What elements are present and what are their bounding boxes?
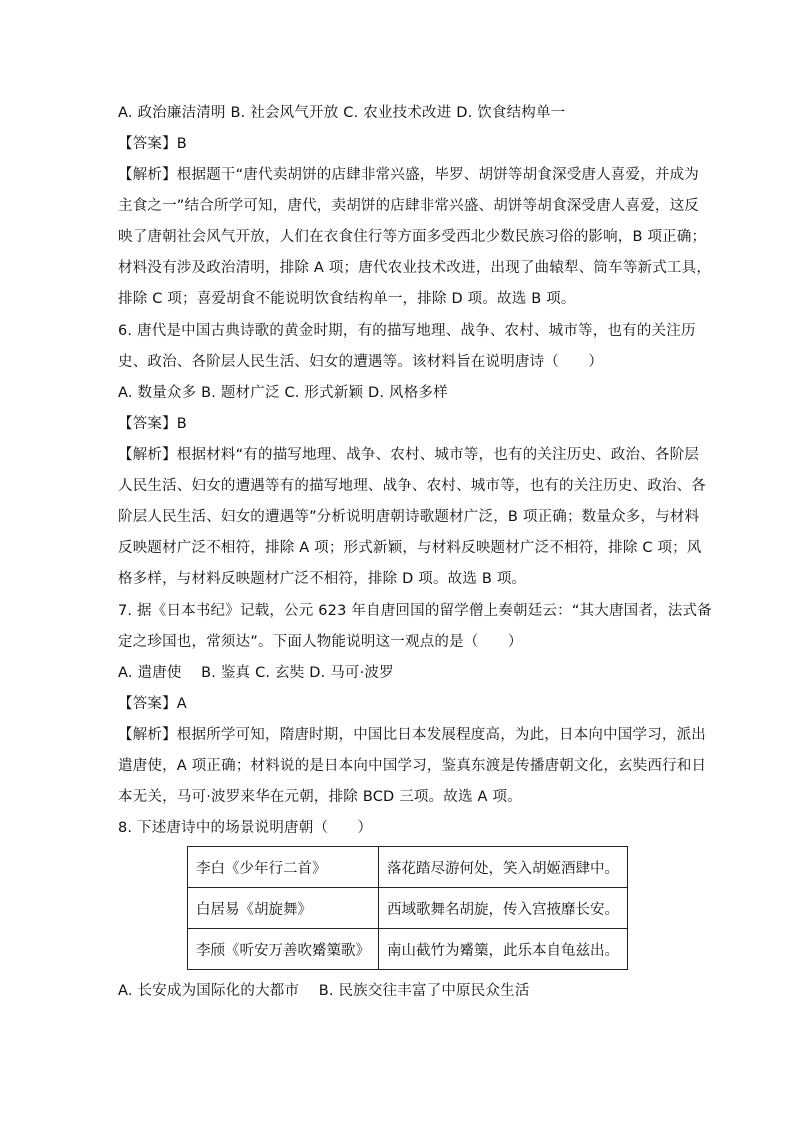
q5-analysis-line: 映了唐朝社会风气开放，人们在衣食住行等方面多受西北少数民族习俗的影响，B 项正确； <box>118 229 707 245</box>
q6-stem-line: 6. 唐代是中国古典诗歌的黄金时期，有的描写地理、战争、农村、城市等，也有的关注历 <box>118 323 696 339</box>
poems-table <box>187 846 628 970</box>
q5-options: A. 政治廉洁清明 B. 社会风气开放 C. 农业技术改进 D. 饮食结构单一 <box>118 105 566 121</box>
poem-verse-cell: 南山截竹为觱篥，此乐本自龟兹出。 <box>379 929 628 970</box>
q6-analysis-line: 阶层人民生活、妇女的遭遇等”分析说明唐朝诗歌题材广泛，B 项正确；数量众多，与材料 <box>118 509 700 525</box>
q5-answer: 【答案】B <box>118 136 187 152</box>
q8-options: A. 长安成为国际化的大都市 B. 民族交往丰富了中原民众生活 <box>118 983 530 999</box>
q8-stem: 8. 下述唐诗中的场景说明唐朝（ ） <box>118 820 373 836</box>
poem-title-cell: 李颀《听安万善吹觱篥歌》 <box>188 929 379 970</box>
q5-analysis-line: 排除 C 项；喜爱胡食不能说明饮食结构单一，排除 D 项。故选 B 项。 <box>118 291 576 307</box>
q6-analysis-line: 【解析】根据材料“有的描写地理、战争、农村、城市等，也有的关注历史、政治、各阶层 <box>118 447 700 463</box>
q7-analysis-line: 遣唐使，A 项正确；材料说的是日本向中国学习，鉴真东渡是传播唐朝文化，玄奘西行和日 <box>118 758 707 774</box>
table-row <box>188 888 628 929</box>
table-row <box>188 929 628 970</box>
q7-analysis-line: 本无关，马可·波罗来华在元朝，排除 BCD 三项。故选 A 项。 <box>118 789 522 805</box>
q6-options: A. 数量众多 B. 题材广泛 C. 形式新颖 D. 风格多样 <box>118 385 448 401</box>
q7-answer: 【答案】A <box>118 696 187 712</box>
poem-verse-cell: 西域歌舞名胡旋，传入宫掖靡长安。 <box>379 888 628 929</box>
q7-stem-line: 7. 据《日本书纪》记载，公元 623 年自唐回国的留学僧上奏朝廷云：“其大唐国者，法式备 <box>118 603 712 619</box>
q5-analysis-line: 主食之一”结合所学可知，唐代，卖胡饼的店肆非常兴盛、胡饼等胡食深受唐人喜爱，这反 <box>118 198 700 214</box>
q6-answer: 【答案】B <box>118 416 187 432</box>
q5-analysis-line: 【解析】根据题干“唐代卖胡饼的店肆非常兴盛，毕罗、胡饼等胡食深受唐人喜爱，并成为 <box>118 167 700 183</box>
q6-analysis-line: 人民生活、妇女的遭遇等有的描写地理、战争、农村、城市等，也有的关注历史、政治、各 <box>118 478 706 494</box>
q6-stem-line: 史、政治、各阶层人民生活、妇女的遭遇等。该材料旨在说明唐诗（ ） <box>118 354 604 370</box>
poem-verse-cell: 落花踏尽游何处，笑入胡姬酒肆中。 <box>379 847 628 888</box>
q7-stem-line: 定之珍国也，常须达”。下面人物能说明这一观点的是（ ） <box>118 634 523 650</box>
q6-analysis-line: 格多样，与材料反映题材广泛不相符，排除 D 项。故选 B 项。 <box>118 571 527 587</box>
poem-title-cell: 白居易《胡旋舞》 <box>188 888 379 929</box>
poem-title-cell: 李白《少年行二首》 <box>188 847 379 888</box>
q7-options: A. 遣唐使 B. 鉴真 C. 玄奘 D. 马可·波罗 <box>118 665 394 681</box>
q5-analysis-line: 材料没有涉及政治清明，排除 A 项；唐代农业技术改进，出现了曲辕犁、筒车等新式工具， <box>118 260 712 276</box>
q7-analysis-line: 【解析】根据所学可知，隋唐时期，中国比日本发展程度高，为此，日本向中国学习，派出 <box>118 727 706 743</box>
q6-analysis-line: 反映题材广泛不相符，排除 A 项；形式新颖，与材料反映题材广泛不相符，排除 C 项；风 <box>118 540 702 556</box>
table-row <box>188 847 628 888</box>
